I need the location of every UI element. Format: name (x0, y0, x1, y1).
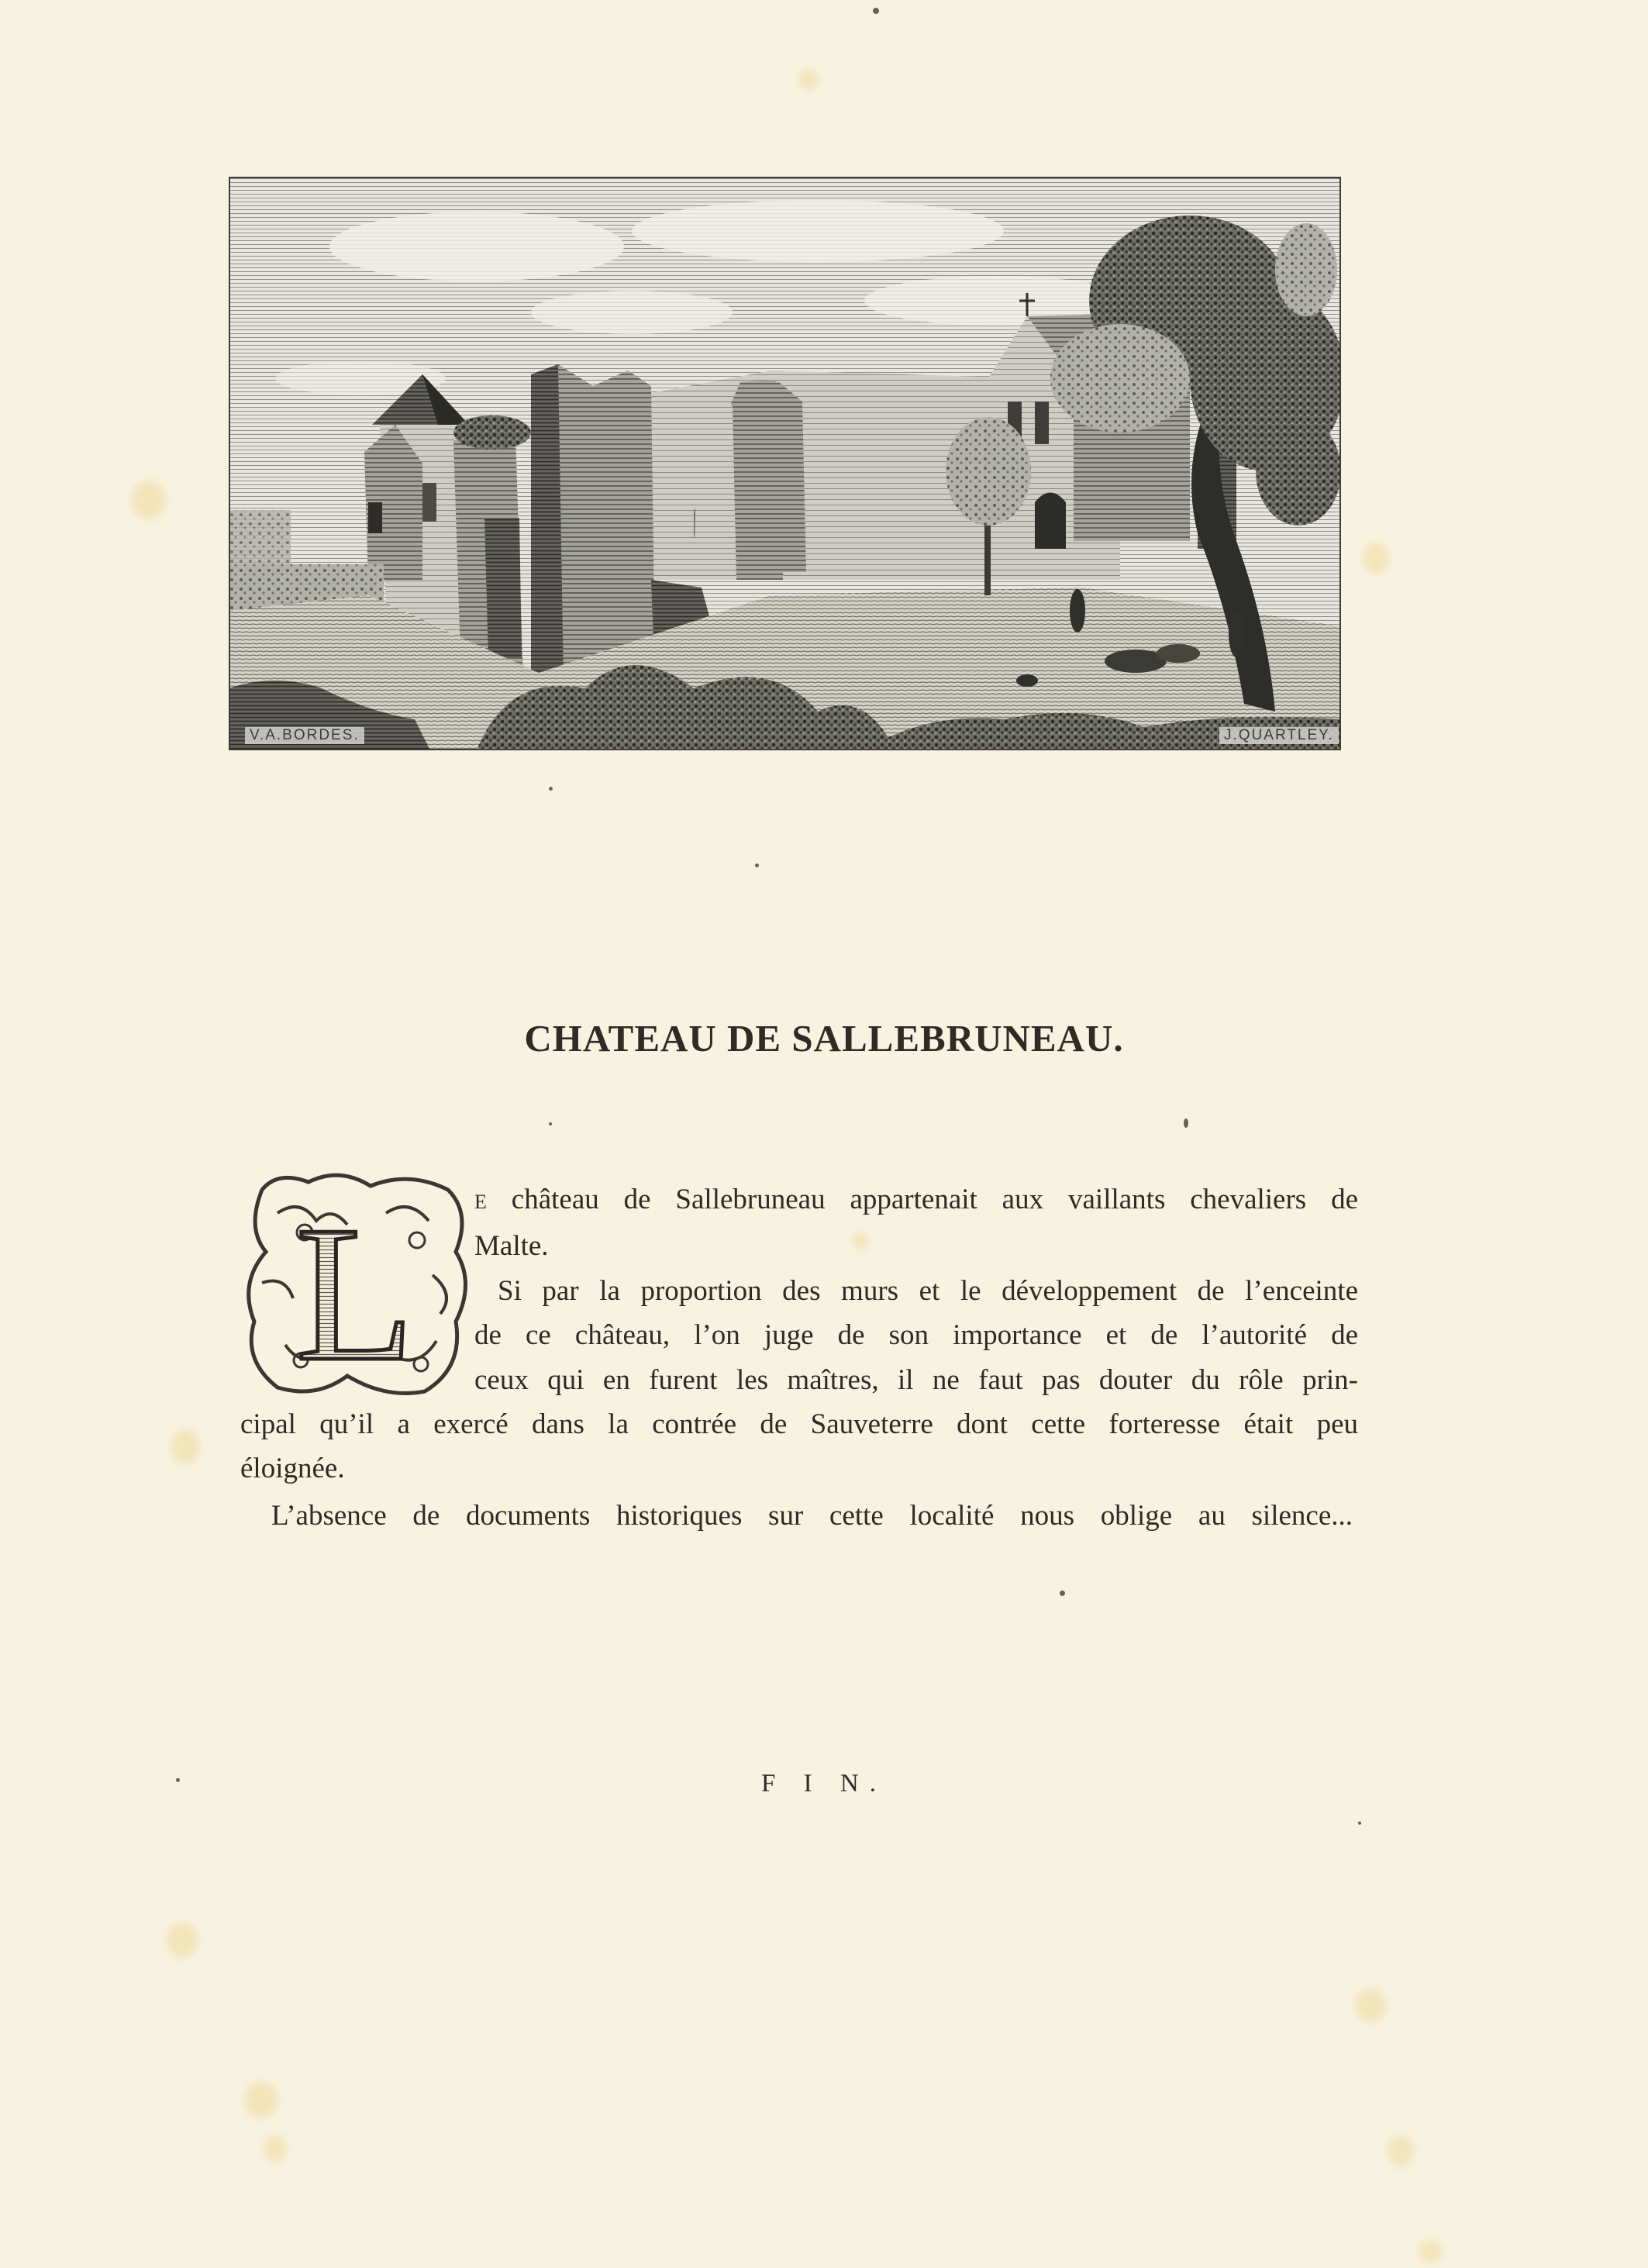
foxing-stain (1388, 2135, 1414, 2166)
line-1-text: château de Sallebruneau appartenait aux vaillants chevaliers de (511, 1184, 1358, 1215)
drop-cap-letter: L (295, 1187, 415, 1401)
closing-text: F I N. (761, 1770, 887, 1798)
foxing-stain (244, 2081, 278, 2118)
castle-ruins-engraving (229, 177, 1341, 750)
foxing-stain (132, 481, 166, 519)
foxing-stain (798, 70, 819, 90)
engraver-signature-right: J.QUARTLEY. (1219, 727, 1339, 744)
ornamental-drop-cap (231, 1167, 479, 1403)
foxing-stain (1355, 1988, 1386, 2022)
foxing-stain (167, 1922, 198, 1958)
foxing-stain (171, 1430, 200, 1464)
paragraph-line-5: ceux qui en furent les maîtres, il ne faut pas douter du rôle prin- (474, 1364, 1358, 1396)
drop-cap-continuation: e (474, 1184, 487, 1215)
paper-speck (873, 8, 879, 14)
foxing-stain (853, 1232, 868, 1249)
page-title: CHATEAU DE SALLEBRUNEAU. (524, 1016, 1124, 1060)
paper-speck (549, 787, 553, 791)
foxing-stain (264, 2135, 287, 2162)
paragraph-line-4: de ce château, l’on juge de son importance et de l’autorité de (474, 1319, 1358, 1351)
paragraph-line-8: L’absence de documents historiques sur cette localité nous oblige au silence... (271, 1500, 1353, 1532)
paragraph-line-6: cipal qu’il a exercé dans la contrée de Sauveterre dont cette forteresse était peu (240, 1408, 1358, 1440)
foxing-stain (1419, 2240, 1442, 2263)
paper-speck (1358, 1822, 1361, 1825)
paper-speck (549, 1122, 552, 1125)
paper-speck (755, 863, 759, 867)
paragraph-line-7: éloignée. (240, 1453, 345, 1484)
paper-speck (1060, 1591, 1065, 1596)
paragraph-line-3: Si par la proportion des murs et le développement de l’enceinte (498, 1275, 1358, 1307)
paragraph-line-1 (474, 1177, 1358, 1223)
paragraph-line-2: Malte. (474, 1230, 549, 1262)
foxing-stain (1363, 543, 1389, 574)
paper-speck (1184, 1118, 1188, 1128)
engraver-signature-left: V.A.BORDES. (245, 727, 364, 744)
